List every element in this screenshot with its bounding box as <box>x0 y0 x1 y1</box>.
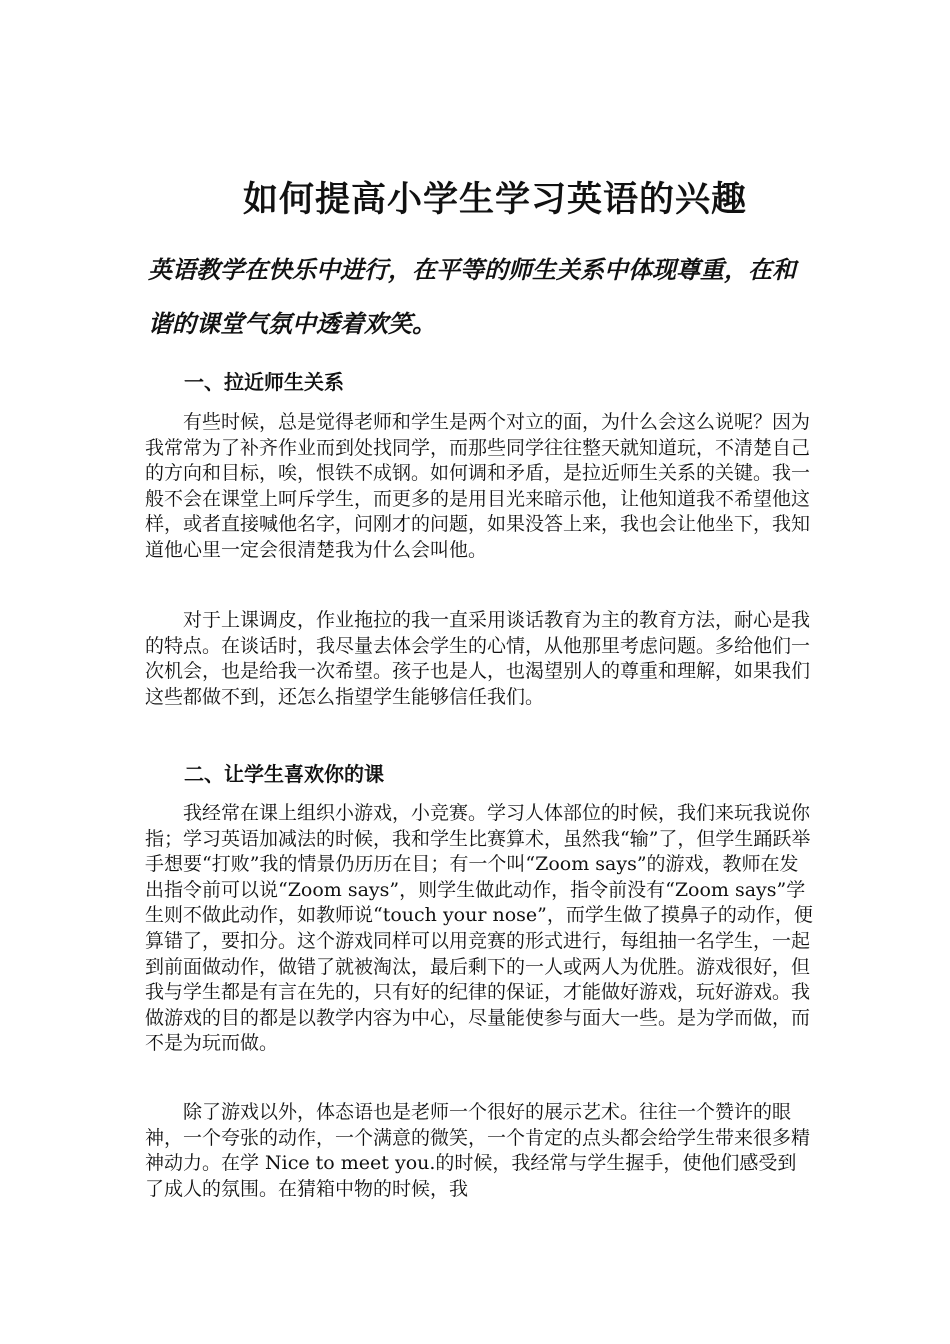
section-2-paragraph-1: 我经常在课上组织小游戏，小竞赛。学习人体部位的时候，我们来玩我说你指；学习英语加减法的时候，我和学生比赛算术，虽然我“输”了，但学生踊跃举手想要“打败”我的情景仍历历在目；有一个叫“Zoom says”的游戏，教师在发出指令前可以说“Zoom says”，则学生做此动作，指令前没有“Zoom says”学生则不做此动作，如教师说“touch your nose”，而学生做了摸鼻子的动作，便算错了，要扣分。这个游戏同样可以用竞赛的形式进行，每组抽一名学生，一起到前面做动作，做错了就被淘汰，最后剩下的一人或两人为优胜。游戏很好，但我与学生都是有言在先的，只有好的纪律的保证，才能做好游戏，玩好游戏。我做游戏的目的都是以教学内容为中心，尽量能使参与面大一些。是为学而做，而不是为玩而做。 <box>145 802 813 1055</box>
section-1-paragraph-2: 对于上课调皮，作业拖拉的我一直采用谈话教育为主的教育方法，耐心是我的特点。在谈话时，我尽量去体会学生的心情，从他那里考虑问题。多给他们一次机会，也是给我一次希望。孩子也是人，也渴望别人的尊重和理解，如果我们这些都做不到，还怎么指望学生能够信任我们。 <box>145 609 811 708</box>
section-heading-2: 二、让学生喜欢你的课 <box>184 762 384 786</box>
document-title: 如何提高小学生学习英语的兴趣 <box>242 179 747 220</box>
section-1-paragraph-1: 有些时候，总是觉得老师和学生是两个对立的面，为什么会这么说呢？因为我常常为了补齐作业而到处找同学，而那些同学往往整天就知道玩，不清楚自己的方向和目标，唉，恨铁不成钢。如何调和矛盾，是拉近师生关系的关键。我一般不会在课堂上呵斥学生，而更多的是用目光来暗示他，让他知道我不希望他这样，或者直接喊他名字，问刚才的问题，如果没答上来，我也会让他坐下，我知道他心里一定会很清楚我为什么会叫他。 <box>145 411 811 561</box>
section-heading-1: 一、拉近师生关系 <box>184 370 344 394</box>
document-subtitle: 英语教学在快乐中进行，在平等的师生关系中体现尊重，在和谐的课堂气氛中透着欢笑。 <box>148 255 796 338</box>
section-2-paragraph-2: 除了游戏以外，体态语也是老师一个很好的展示艺术。往往一个赞许的眼神，一个夸张的动作，一个满意的微笑，一个肯定的点头都会给学生带来很多精神动力。在学 Nice to meet you.的时候，我经常与学生握手，使他们感受到了成人的氛围。在猜箱中物的时候，我 <box>145 1101 811 1200</box>
